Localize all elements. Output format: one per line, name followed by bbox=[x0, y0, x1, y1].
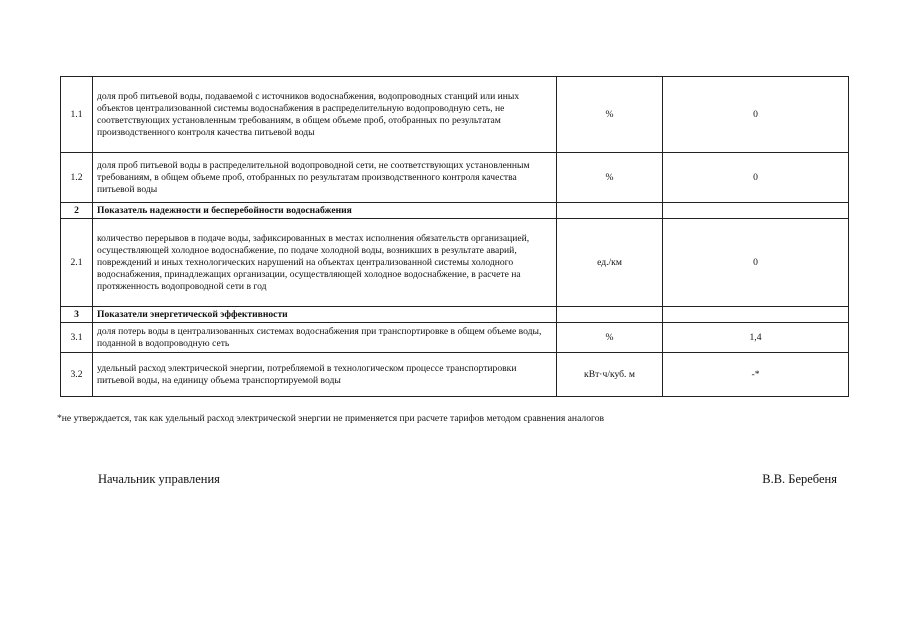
unit-cell: кВт·ч/куб. м bbox=[557, 353, 663, 397]
indicator-description: количество перерывов в подаче воды, зафиксированных в местах исполнения обязательств организацией, осуществляющей холодное водоснабжение, по подаче холодной воды, возникших в результате аварий, повреждений и иных технологических нарушений на объектах централизованной системы холодного водоснабжения, принадлежащих организации, осуществляющей холодное водоснабжение, в расчете на протяженность водопроводной сети в год bbox=[93, 219, 557, 307]
value-cell: 1,4 bbox=[663, 323, 849, 353]
indicators-table bbox=[60, 76, 849, 397]
unit-cell bbox=[557, 307, 663, 323]
section-number: 2 bbox=[61, 203, 93, 219]
row-number: 1.2 bbox=[61, 153, 93, 203]
row-number: 3.1 bbox=[61, 323, 93, 353]
value-cell: -* bbox=[663, 353, 849, 397]
row-number: 3.2 bbox=[61, 353, 93, 397]
indicator-description: доля проб питьевой воды в распределительной водопроводной сети, не соответствующих установленным требованиям, в общем объеме проб, отобранных по результатам производственного контроля качества питьевой воды bbox=[93, 153, 557, 203]
unit-cell bbox=[557, 203, 663, 219]
row-number: 2.1 bbox=[61, 219, 93, 307]
footnote: *не утверждается, так как удельный расход электрической энергии не применяется при расчете тарифов методом сравнения аналогов bbox=[57, 413, 605, 424]
section-title: Показатель надежности и бесперебойности водоснабжения bbox=[93, 203, 557, 219]
signature-name: В.В. Беребеня bbox=[762, 472, 837, 486]
unit-cell: % bbox=[557, 323, 663, 353]
unit-cell: % bbox=[557, 153, 663, 203]
value-cell: 0 bbox=[663, 219, 849, 307]
section-number: 3 bbox=[61, 307, 93, 323]
section-row bbox=[61, 307, 849, 323]
table-row bbox=[61, 77, 849, 153]
value-cell bbox=[663, 307, 849, 323]
indicator-description: доля проб питьевой воды, подаваемой с источников водоснабжения, водопроводных станций или иных объектов централизованной системы водоснабжения в распределительную водопроводную сеть, не соответствующих установленным требованиям, в общем объеме проб, отобранных по результатам производственного контроля качества питьевой воды bbox=[93, 77, 557, 153]
table-row bbox=[61, 219, 849, 307]
section-title: Показатели энергетической эффективности bbox=[93, 307, 557, 323]
value-cell bbox=[663, 203, 849, 219]
indicator-description: удельный расход электрической энергии, потребляемой в технологическом процессе транспортировки питьевой воды, на единицу объема транспортируемой воды bbox=[93, 353, 557, 397]
table-row bbox=[61, 353, 849, 397]
unit-cell: ед./км bbox=[557, 219, 663, 307]
unit-cell: % bbox=[557, 77, 663, 153]
signature-title: Начальник управления bbox=[98, 472, 220, 486]
indicator-description: доля потерь воды в централизованных системах водоснабжения при транспортировке в общем объеме воды, поданной в водопроводную сеть bbox=[93, 323, 557, 353]
value-cell: 0 bbox=[663, 153, 849, 203]
table-row bbox=[61, 323, 849, 353]
value-cell: 0 bbox=[663, 77, 849, 153]
table-row bbox=[61, 153, 849, 203]
section-row bbox=[61, 203, 849, 219]
row-number: 1.1 bbox=[61, 77, 93, 153]
